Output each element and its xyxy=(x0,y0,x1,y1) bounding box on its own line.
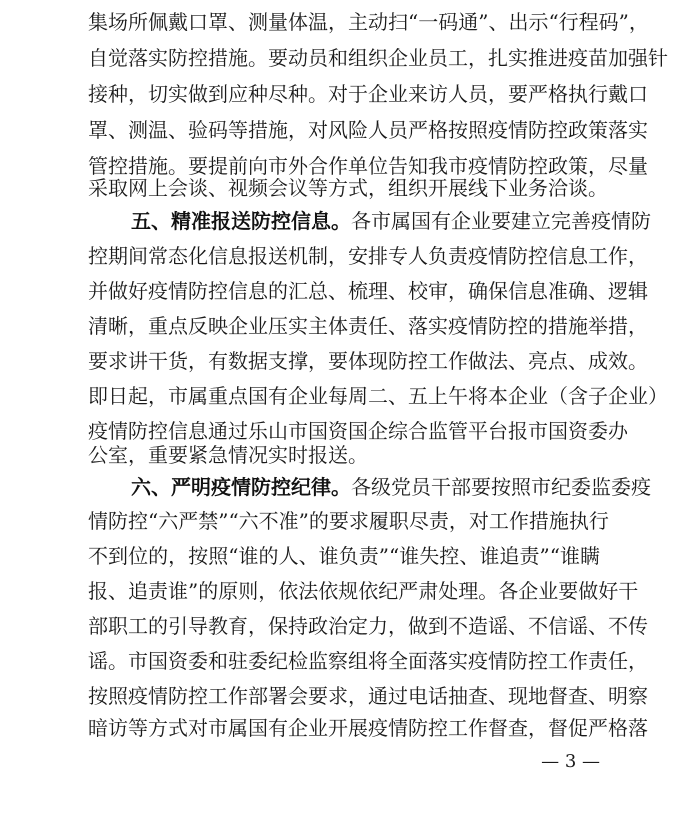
section-six-first-line xyxy=(131,471,651,503)
body-line: 接种，切实做到应种尽种。对于企业来访人员，要严格执行戴口 xyxy=(88,82,648,106)
body-line: 清晰，重点反映企业压实主体责任、落实疫情防控的措施举措， xyxy=(88,314,648,338)
body-line: 集场所佩戴口罩、测量体温，主动扫“一码通”、出示“行程码”， xyxy=(88,10,649,34)
section-five-first-line xyxy=(131,205,651,237)
body-line: 管控措施。要提前向市外合作单位告知我市疫情防控政策，尽量 xyxy=(88,154,648,178)
body-line: 自觉落实防控措施。要动员和组织企业员工，扎实推进疫苗加强针 xyxy=(88,46,668,70)
body-text: 各市属国有企业要建立完善疫情防 xyxy=(351,209,651,233)
body-line: 部职工的引导教育，保持政治定力，做到不造谣、不信谣、不传 xyxy=(88,614,648,638)
body-line: 并做好疫情防控信息的汇总、梳理、校审，确保信息准确、逻辑 xyxy=(88,279,648,303)
body-line: 即日起，市属重点国有企业每周二、五上午将本企业（含子企业） xyxy=(88,384,668,408)
body-line: 情防控“六严禁”“六不准”的要求履职尽责，对工作措施执行 xyxy=(88,509,609,533)
body-line: 要求讲干货，有数据支撑，要体现防控工作做法、亮点、成效。 xyxy=(88,349,648,373)
section-heading-six: 六、严明疫情防控纪律。 xyxy=(131,475,351,499)
body-line: 采取网上会谈、视频会议等方式，组织开展线下业务洽谈。 xyxy=(88,176,608,200)
body-line: 按照疫情防控工作部署会要求，通过电话抽查、现地督查、明察 xyxy=(88,684,648,708)
section-heading-five: 五、精准报送防控信息。 xyxy=(131,209,351,233)
body-line: 控期间常态化信息报送机制，安排专人负责疫情防控信息工作， xyxy=(88,244,648,268)
body-line: 公室，重要紧急情况实时报送。 xyxy=(88,443,368,467)
page-number: — 3 — xyxy=(541,751,600,772)
body-line: 罩、测温、验码等措施，对风险人员严格按照疫情防控政策落实 xyxy=(88,118,648,142)
body-line: 谣。市国资委和驻委纪检监察组将全面落实疫情防控工作责任， xyxy=(88,649,648,673)
body-line: 不到位的，按照“谁的人、谁负责”“谁失控、谁追责”“谁瞒 xyxy=(88,544,600,568)
body-line: 报、追责谁”的原则，依法依规依纪严肃处理。各企业要做好干 xyxy=(88,579,639,603)
body-text: 各级党员干部要按照市纪委监委疫 xyxy=(351,475,651,499)
body-line: 疫情防控信息通过乐山市国资国企综合监管平台报市国资委办 xyxy=(88,419,628,443)
body-line: 暗访等方式对市属国有企业开展疫情防控工作督查，督促严格落 xyxy=(88,716,648,740)
